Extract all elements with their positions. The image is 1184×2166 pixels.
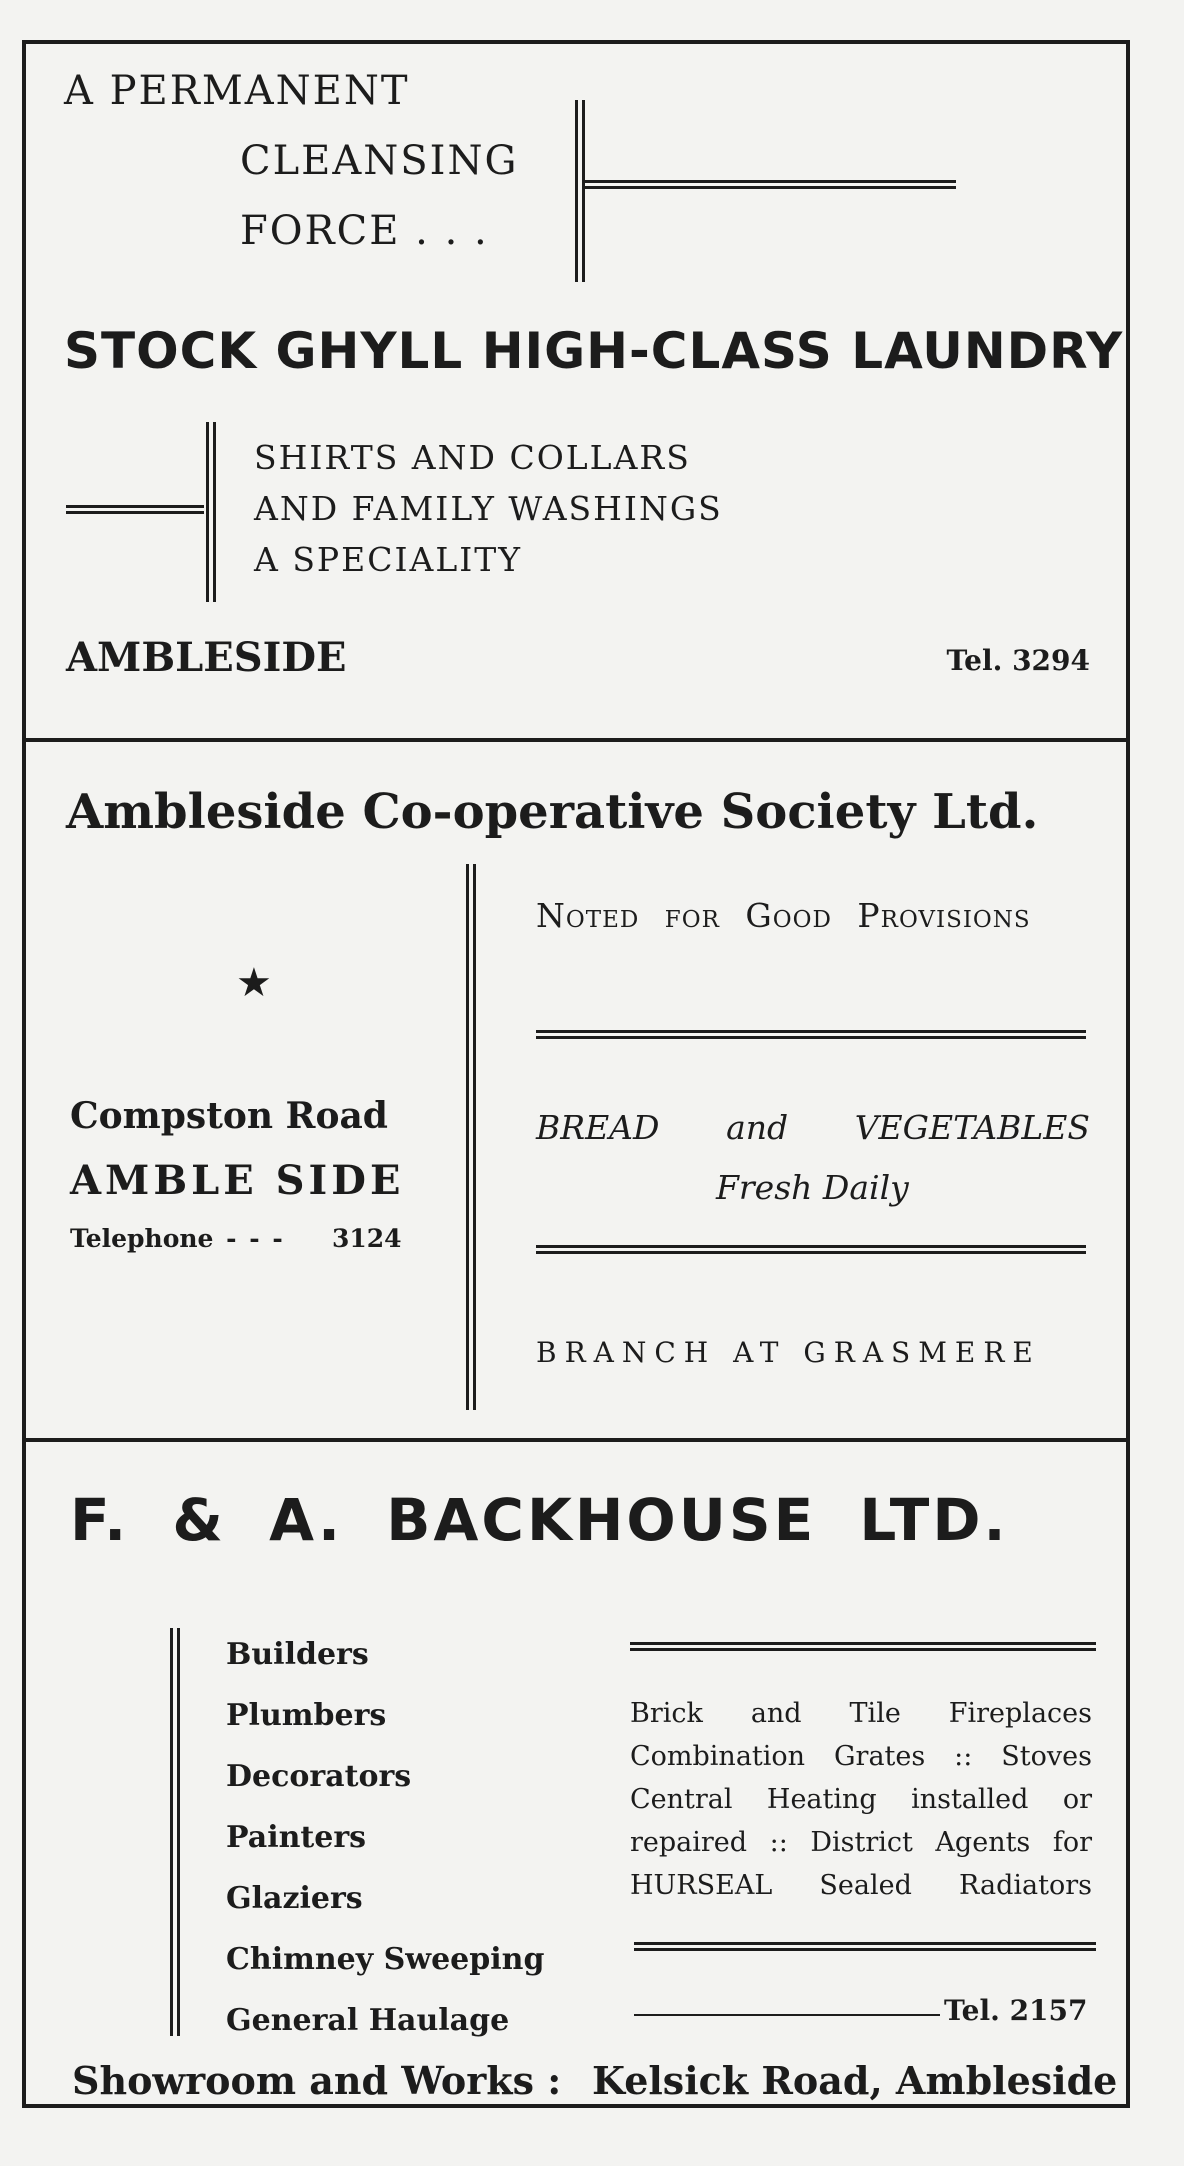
service-item: Decorators bbox=[226, 1759, 412, 1794]
laundry-telephone: Tel. 3294 bbox=[946, 644, 1090, 677]
specialty-horizontal-rule bbox=[66, 505, 204, 514]
service-item: Painters bbox=[226, 1820, 367, 1855]
fireplace-line: Central Heating installed or bbox=[630, 1784, 1092, 1815]
service-item: Glaziers bbox=[226, 1881, 363, 1916]
and-text: and bbox=[726, 1108, 789, 1147]
coop-rule-2 bbox=[536, 1245, 1086, 1254]
coop-title: Ambleside Co-operative Society Ltd. bbox=[66, 784, 1039, 840]
coop-telephone-label: Telephone - - - bbox=[70, 1224, 283, 1253]
fireplace-bottom-rule bbox=[634, 1942, 1096, 1951]
service-item: General Haulage bbox=[226, 2003, 510, 2038]
coop-bread-line bbox=[536, 1108, 1090, 1147]
specialty-vertical-rule bbox=[206, 422, 216, 602]
specialty-line-2: AND FAMILY WASHINGS bbox=[254, 489, 723, 528]
coop-fresh-daily: Fresh Daily bbox=[716, 1168, 909, 1207]
bread-text: BREAD bbox=[536, 1108, 660, 1147]
backhouse-telephone: Tel. 2157 bbox=[944, 1994, 1088, 2027]
showroom-label: Showroom and Works : bbox=[72, 2058, 562, 2103]
laundry-advertisement bbox=[26, 44, 1126, 738]
specialty-line-3: A SPECIALITY bbox=[254, 540, 523, 579]
coop-town: AMBLE SIDE bbox=[70, 1157, 405, 1204]
coop-vertical-rule bbox=[466, 864, 476, 1410]
fireplace-line: Combination Grates :: Stoves bbox=[630, 1741, 1092, 1772]
advertisement-page bbox=[22, 40, 1130, 2108]
coop-telephone-number: 3124 bbox=[332, 1224, 402, 1253]
vegetables-text: VEGETABLES bbox=[854, 1108, 1090, 1147]
tagline-line-2: CLEANSING bbox=[240, 138, 519, 184]
specialty-line-1: SHIRTS AND COLLARS bbox=[254, 438, 691, 477]
fireplace-line: Brick and Tile Fireplaces bbox=[630, 1698, 1092, 1729]
fireplace-line: HURSEAL Sealed Radiators bbox=[630, 1870, 1092, 1901]
tagline-line-1: A PERMANENT bbox=[64, 68, 410, 114]
laundry-town: AMBLESIDE bbox=[66, 634, 347, 681]
tagline-line-3: FORCE . . . bbox=[240, 208, 489, 254]
fireplace-line: repaired :: District Agents for bbox=[630, 1827, 1092, 1858]
backhouse-title: F. & A. BACKHOUSE LTD. bbox=[70, 1486, 1009, 1554]
showroom-address: Kelsick Road, Ambleside bbox=[592, 2058, 1118, 2103]
telephone-leader-rule bbox=[634, 2014, 940, 2016]
fireplace-top-rule bbox=[630, 1642, 1096, 1651]
laundry-title: STOCK GHYLL HIGH-CLASS LAUNDRY bbox=[64, 322, 1124, 380]
tagline-vertical-rule bbox=[575, 100, 585, 282]
service-item: Plumbers bbox=[226, 1698, 387, 1733]
coop-noted: Noted for Good Provisions bbox=[536, 896, 1031, 935]
coop-street: Compston Road bbox=[70, 1095, 388, 1137]
backhouse-advertisement bbox=[26, 1438, 1126, 2112]
coop-rule-1 bbox=[536, 1030, 1086, 1039]
coop-branch: BRANCH AT GRASMERE bbox=[536, 1336, 1041, 1369]
service-item: Chimney Sweeping bbox=[226, 1942, 545, 1977]
service-item: Builders bbox=[226, 1637, 369, 1672]
star-icon: ★ bbox=[236, 960, 272, 1006]
coop-advertisement bbox=[26, 738, 1126, 1438]
services-vertical-rule bbox=[170, 1628, 180, 2036]
tagline-horizontal-rule bbox=[584, 180, 956, 189]
